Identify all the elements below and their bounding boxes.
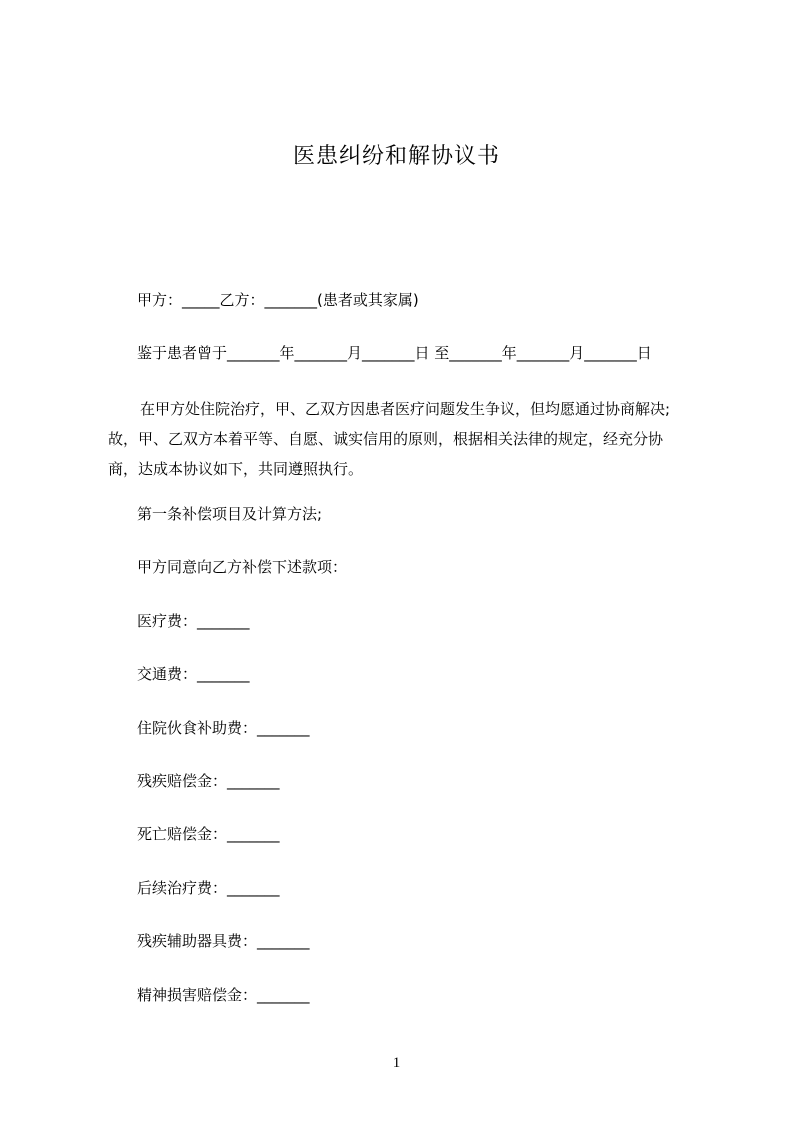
- page-number: 1: [392, 1055, 401, 1071]
- intro-paragraph: [108, 394, 708, 484]
- intro-line-2: 故，甲、乙双方本着平等、自愿、诚实信用的原则，根据相关法律的规定，经充分协: [108, 430, 664, 448]
- item-disability-compensation: 残疾赔偿金：_______: [137, 772, 280, 790]
- item-assistive-device-fee: 残疾辅助器具费：_______: [137, 932, 310, 950]
- item-transport-fee: 交通费：_______: [137, 665, 250, 683]
- document-title: 医患纠纷和解协议书: [292, 144, 500, 169]
- intro-line-3: 商，达成本协议如下，共同遵照执行。: [108, 460, 364, 478]
- item-meal-subsidy: 住院伙食补助费：_______: [137, 719, 310, 737]
- item-medical-fee: 医疗费：_______: [137, 612, 250, 630]
- article-1-heading: 第一条补偿项目及计算方法;: [137, 505, 323, 523]
- item-mental-damage-compensation: 精神损害赔偿金：_______: [137, 986, 310, 1004]
- parties-line: 甲方：_____乙方：_______(患者或其家属): [137, 291, 419, 309]
- item-follow-up-treatment: 后续治疗费：_______: [137, 879, 280, 897]
- intro-line-1: 在甲方处住院治疗，甲、乙双方因患者医疗问题发生争议，但均愿通过协商解决;: [140, 400, 671, 418]
- agreement-line: 甲方同意向乙方补偿下述款项：: [137, 558, 348, 576]
- date-line: 鉴于患者曾于_______年_______月_______日 至_______年_______月_______日: [137, 344, 652, 362]
- item-death-compensation: 死亡赔偿金：_______: [137, 825, 280, 843]
